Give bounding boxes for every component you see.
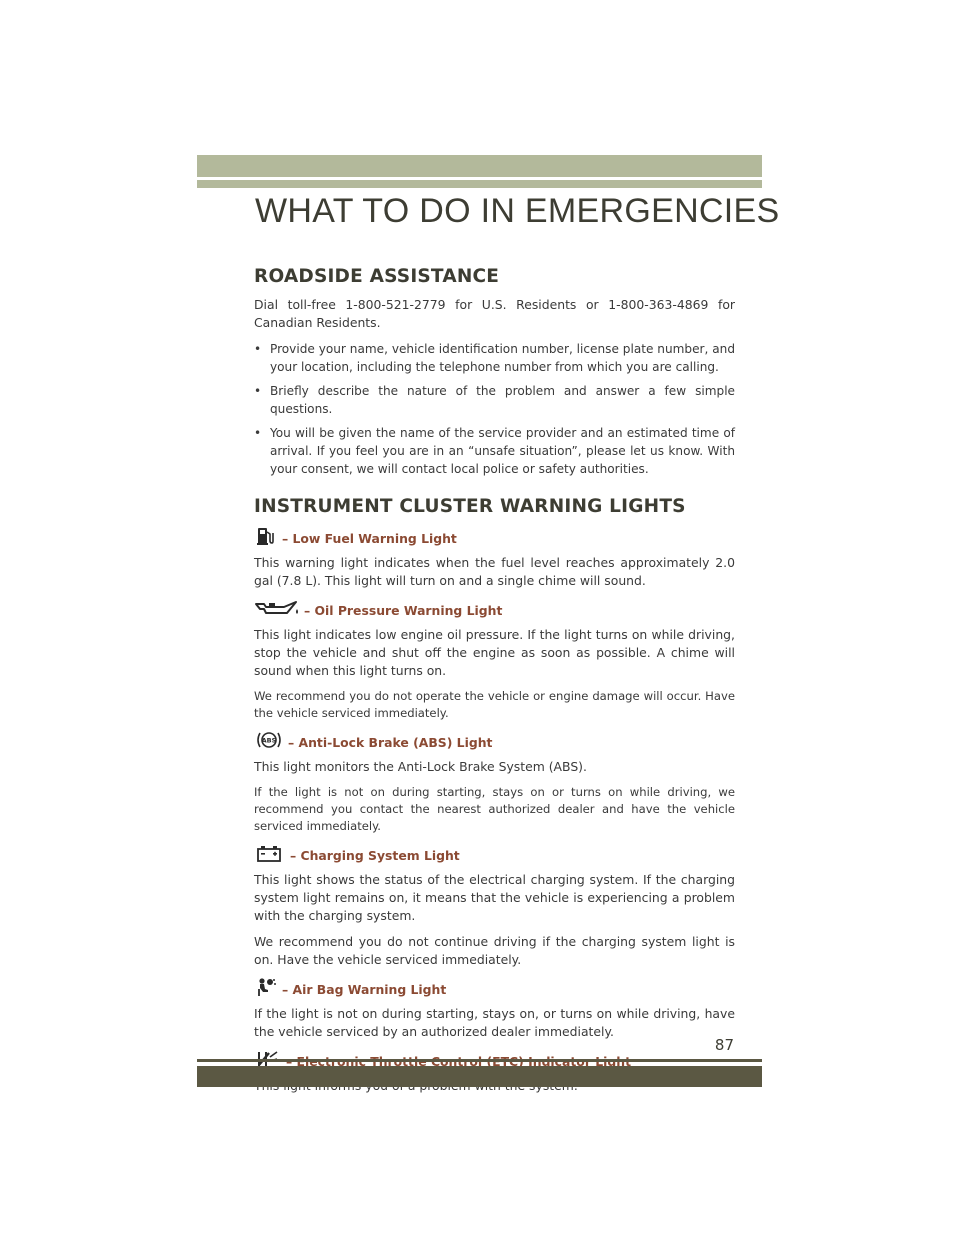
low-fuel-heading [254,526,735,546]
air-bag-heading [254,977,735,997]
page-number: 87 [714,1036,734,1054]
roadside-list [254,340,735,478]
warning-lights-section [254,496,735,1095]
abs-heading [254,730,735,750]
roadside-heading: ROADSIDE ASSISTANCE [254,266,500,287]
charging-title: – Charging System Light [290,848,460,863]
airbag-icon [254,977,278,997]
footer-band [197,1066,762,1087]
air-bag-text: If the light is not on during starting, stays on, or turns on while driving, have the vehicle serviced by an authorized dealer immediately. [254,1006,735,1039]
low-fuel-text: This warning light indicates when the fuel level reaches approximately 2.0 gal (7.8 L). This light will turn on and a single chime will sound. [254,555,735,588]
charging-heading [254,843,735,863]
chapter-title: WHAT TO DO IN EMERGENCIES [255,192,780,230]
list-item: • Briefly describe the nature of the problem and answer a few simple questions. [254,384,735,416]
bullet-mark: • [254,342,262,356]
abs-text: This light monitors the Anti-Lock Brake System (ABS). [254,759,587,774]
oil-pressure-heading [254,598,735,618]
bullet-mark: • [254,426,262,440]
oil-pressure-title: – Oil Pressure Warning Light [304,603,503,618]
abs-note: If the light is not on during starting, stays on or turns on while driving, we recommend you contact the nearest authorized dealer and have the vehicle serviced immediately. [254,785,735,833]
list-item: • You will be given the name of the service provider and an estimated time of arrival. If you feel you are in an “unsafe situation”, please let us know. With your consent, we will contact local police or safety authorities. [254,426,735,476]
oil-pressure-note: We recommend you do not operate the vehicle or engine damage will occur. Have the vehicle serviced immediately. [254,689,735,720]
fuel-pump-icon [254,526,278,546]
roadside-assistance-section [254,266,735,478]
footer-rule [197,1059,762,1062]
abs-title: – Anti-Lock Brake (ABS) Light [288,735,493,750]
page-content [254,266,735,1103]
charging-text: This light shows the status of the electrical charging system. If the charging system light remains on, it means that the vehicle is experiencing a problem with the charging system. [254,872,735,923]
warning-lights-heading: INSTRUMENT CLUSTER WARNING LIGHTS [254,496,686,517]
list-item: • Provide your name, vehicle identification number, license plate number, and your location, including the telephone number from which you are calling. [254,342,735,374]
oil-can-icon [254,598,300,618]
roadside-intro: Dial toll-free 1-800-521-2779 for U.S. Residents or 1-800-363-4869 for Canadian Residents. [254,297,735,330]
air-bag-title: – Air Bag Warning Light [282,982,447,997]
bullet-mark: • [254,384,262,398]
header-band [197,155,762,177]
charging-note: We recommend you do not continue driving if the charging system light is on. Have the vehicle serviced immediately. [254,934,735,967]
abs-icon [254,730,284,750]
header-rule [197,180,762,188]
oil-pressure-text: This light indicates low engine oil pressure. If the light turns on while driving, stop the vehicle and shut off the engine as soon as possible. A chime will sound when this light turns on. [254,627,735,678]
battery-icon [254,843,286,863]
svg-text:ABS: ABS [261,736,277,745]
low-fuel-title: – Low Fuel Warning Light [282,531,457,546]
